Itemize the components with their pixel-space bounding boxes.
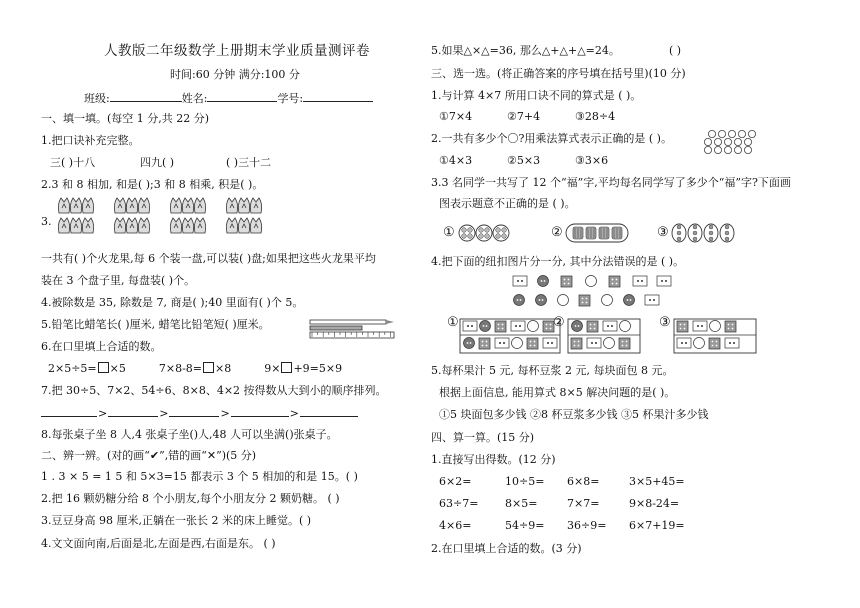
s3-q2-opt-1: ①4×3 <box>439 154 473 167</box>
circles-illustration <box>703 129 759 155</box>
section4-heading: 四、算一算。(15 分) <box>431 431 535 444</box>
s3-q5c: ①5 块面包多少钱 ②8 杯豆浆多少钱 ③5 杯果汁多少钱 <box>439 408 709 421</box>
section3-heading: 三、选一选。(将正确答案的序号填在括号里)(10 分) <box>431 67 686 80</box>
s3-q5b: 根据上面信息, 能用算式 8×5 解决问题的是( )。 <box>439 386 676 399</box>
calc-cell: 4×6= <box>439 519 472 532</box>
order-blank[interactable] <box>108 406 158 417</box>
class-blank[interactable] <box>110 91 182 102</box>
name-label: 姓名: <box>181 92 208 105</box>
s2-item-5: 5.如果△×△=36, 那么△+△+△=24。 <box>431 44 620 57</box>
s3-q2-opt-3: ③3×6 <box>575 154 609 167</box>
calc-cell: 10÷5= <box>505 475 545 488</box>
page-title: 人教版二年级数学上册期末学业质量测评卷 <box>104 43 370 59</box>
order-blank[interactable] <box>169 406 219 417</box>
right-column <box>425 0 825 608</box>
s1-q5: 5.铅笔比蜡笔长( )厘米, 蜡笔比铅笔短( )厘米。 <box>41 318 270 331</box>
dragon-fruit-illustration <box>58 196 278 240</box>
s1-q1-item-2: 四九( ) <box>140 156 175 169</box>
s2-item-4: 4.文文面向南,后面是北,左面是西,右面是东。 ( ) <box>41 537 276 550</box>
q4-option-marker-1: ① <box>447 315 459 330</box>
section1-heading: 一、填一填。(每空 1 分,共 22 分) <box>41 112 210 125</box>
q3-diagram-3 <box>671 222 739 244</box>
s1-q6-equations: 2×5÷5= ×5 7×8-8= ×8 9× +9=5×9 <box>48 362 343 375</box>
order-blank[interactable] <box>231 406 289 417</box>
q4-sorting-box-3 <box>673 318 757 354</box>
left-column <box>0 0 400 608</box>
s4-q1: 1.直接写出得数。(12 分) <box>431 453 556 466</box>
s1-q3-label: 3. <box>41 215 52 228</box>
s1-q2: 2.3 和 8 相加, 和是( );3 和 8 相乘, 积是( )。 <box>41 178 264 191</box>
s1-q3-text-b: 装在 3 个盘子里, 每盘装( )个。 <box>41 274 196 287</box>
s3-q3a: 3.3 名同学一共写了 12 个“福”字,平均每名同学写了多少个“福”字?下面画 <box>431 176 791 189</box>
name-blank[interactable] <box>207 91 277 102</box>
q3-diagram-2 <box>565 222 629 244</box>
s2-item-5-paren: ( ) <box>669 44 682 57</box>
answer-box[interactable] <box>281 362 292 373</box>
s1-q1-item-3: ( )三十二 <box>226 156 272 169</box>
class-label: 班级: <box>84 92 110 105</box>
s4-q2: 2.在口里填上合适的数。(3 分) <box>431 542 582 555</box>
s1-q1-item-1: 三( )十八 <box>50 156 96 169</box>
s3-q3b: 图表示题意不正确的是 ( )。 <box>439 197 576 210</box>
q4-sorting-box-2 <box>567 318 641 354</box>
q4-option-marker-3: ③ <box>659 315 671 330</box>
answer-box[interactable] <box>203 362 214 373</box>
calc-cell: 6×2= <box>439 475 472 488</box>
calc-cell: 7×7= <box>567 497 600 510</box>
q3-option-marker-2: ② <box>551 225 563 240</box>
s2-item-1: 1 . 3 × 5 = 1 5 和 5×3=15 都表示 3 个 5 相加的和是 15。( ) <box>41 470 358 483</box>
s1-q7-ordering-line: > > > > <box>41 406 358 421</box>
calc-cell: 6×8= <box>567 475 600 488</box>
s3-q1-opt-1: ①7×4 <box>439 110 473 123</box>
answer-box[interactable] <box>98 362 109 373</box>
q3-option-marker-3: ③ <box>657 225 669 240</box>
s3-q2: 2.一共有多少个〇?用乘法算式表示正确的是 ( )。 <box>431 132 672 145</box>
s1-q6: 6.在口里填上合适的数。 <box>41 340 162 353</box>
s1-q7: 7.把 30÷5、7×2、54÷6、8×8、4×2 按得数从大到小的顺序排列。 <box>41 384 387 397</box>
s1-q3-text-a: 一共有( )个火龙果,每 6 个装一盘,可以装( )盘;如果把这些火龙果平均 <box>41 252 376 265</box>
id-label: 学号: <box>277 92 304 105</box>
calc-cell: 6×7+19= <box>629 519 685 532</box>
q3-diagram-1 <box>457 222 513 244</box>
calc-cell: 9×8-24= <box>629 497 680 510</box>
calc-cell: 36÷9= <box>567 519 607 532</box>
calc-cell: 63÷7= <box>439 497 479 510</box>
calc-cell: 8×5= <box>505 497 538 510</box>
calc-cell: 3×5+45= <box>629 475 685 488</box>
q4-option-marker-2: ② <box>553 315 565 330</box>
time-info: 时间:60 分钟 满分:100 分 <box>170 68 300 81</box>
s3-q4: 4.把下面的纽扣图片分一分, 其中分法错误的是 ( )。 <box>431 255 685 268</box>
calc-cell: 54÷9= <box>505 519 545 532</box>
q4-sorting-box-1 <box>459 318 561 354</box>
id-blank[interactable] <box>303 91 373 102</box>
s3-q5a: 5.每杯果汁 5 元, 每杯豆浆 2 元, 每块面包 8 元。 <box>431 364 674 377</box>
order-blank[interactable] <box>41 406 97 417</box>
order-blank[interactable] <box>300 406 358 417</box>
s1-q1: 1.把口诀补充完整。 <box>41 134 140 147</box>
student-info-line <box>84 91 373 106</box>
q3-option-marker-1: ① <box>443 225 455 240</box>
section2-heading: 二、辨一辨。(对的画“✔”,错的画“✕”)(5 分) <box>41 449 257 462</box>
s3-q1-opt-2: ②7+4 <box>507 110 541 123</box>
buttons-illustration <box>513 274 693 310</box>
s3-q2-opt-2: ②5×3 <box>507 154 541 167</box>
pencil-crayon-ruler-illustration <box>308 318 396 340</box>
s3-q1-opt-3: ③28÷4 <box>575 110 616 123</box>
s2-item-3: 3.豆豆身高 98 厘米,正躺在一张长 2 米的床上睡觉。( ) <box>41 514 312 527</box>
s3-q1: 1.与计算 4×7 所用口诀不同的算式是 ( )。 <box>431 89 642 102</box>
s2-item-2: 2.把 16 颗奶糖分给 8 个小朋友,每个小朋友分 2 颗奶糖。 ( ) <box>41 492 340 505</box>
s1-q8: 8.每张桌子坐 8 人,4 张桌子坐()人,48 人可以坐满()张桌子。 <box>41 428 338 441</box>
s1-q4: 4.被除数是 35, 除数是 7, 商是( );40 里面有( )个 5。 <box>41 296 304 309</box>
